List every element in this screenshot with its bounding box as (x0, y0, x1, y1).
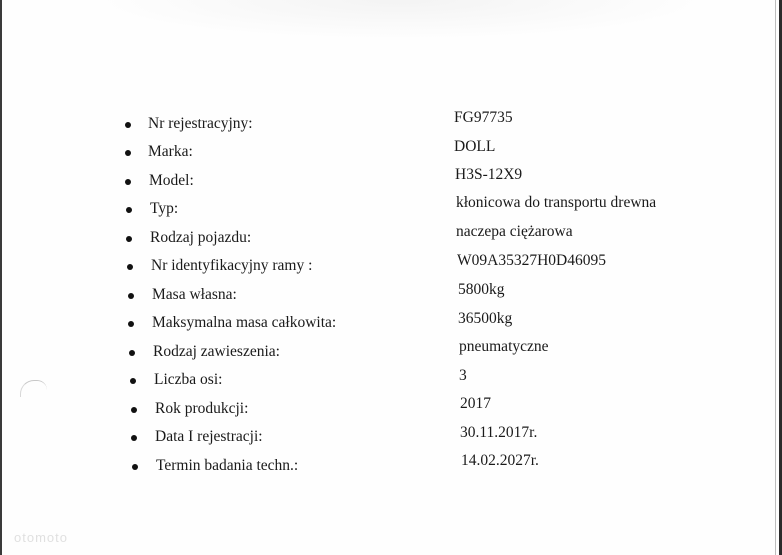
spec-label: Nr rejestracyjny: (148, 115, 253, 132)
watermark-logo: otomoto (14, 530, 68, 545)
spec-value: pneumatyczne (459, 338, 549, 355)
spec-label: Liczba osi: (154, 371, 223, 388)
spec-label: Termin badania techn.: (156, 457, 299, 474)
spec-label: Maksymalna masa całkowita: (152, 314, 337, 331)
bullet-point (131, 407, 137, 413)
scan-smudge-mark (20, 380, 47, 397)
spec-label: Model: (149, 172, 194, 189)
spec-label: Rok produkcji: (155, 400, 249, 417)
spec-label: Nr identyfikacyjny ramy : (151, 257, 313, 274)
spec-label: Rodzaj pojazdu: (150, 229, 252, 246)
spec-value: 5800kg (458, 281, 505, 298)
bullet-point (131, 435, 137, 441)
spec-label: Masa własna: (152, 286, 237, 303)
bullet-point (125, 122, 131, 128)
spec-value: 36500kg (458, 310, 513, 327)
bullet-point (128, 321, 134, 327)
spec-label: Typ: (150, 200, 179, 217)
spec-value: W09A35327H0D46095 (457, 252, 606, 269)
left-page-border (0, 0, 2, 555)
bullet-point (130, 378, 136, 384)
spec-value: naczepa ciężarowa (456, 223, 573, 240)
spec-value: DOLL (454, 138, 496, 155)
bullet-point (126, 207, 132, 213)
spec-value: H3S-12X9 (455, 166, 523, 183)
bullet-point (125, 150, 131, 156)
spec-value: kłonicowa do transportu drewna (456, 194, 657, 211)
spec-value: 14.02.2027r. (461, 452, 539, 469)
spec-label: Marka: (148, 143, 193, 160)
bullet-point (127, 264, 133, 270)
bullet-point (126, 236, 132, 242)
spec-label: Data I rejestracji: (155, 428, 263, 445)
spec-value: 2017 (460, 395, 491, 412)
bullet-point (129, 350, 135, 356)
spec-value: 3 (459, 367, 467, 384)
spec-value: FG97735 (454, 109, 513, 126)
right-inner-line (775, 0, 776, 555)
spec-label: Rodzaj zawieszenia: (153, 343, 280, 360)
bullet-point (132, 464, 138, 470)
spec-value: 30.11.2017r. (460, 424, 538, 441)
bullet-point (125, 179, 131, 185)
scan-bleed-through (90, 0, 710, 40)
bullet-point (128, 293, 134, 299)
